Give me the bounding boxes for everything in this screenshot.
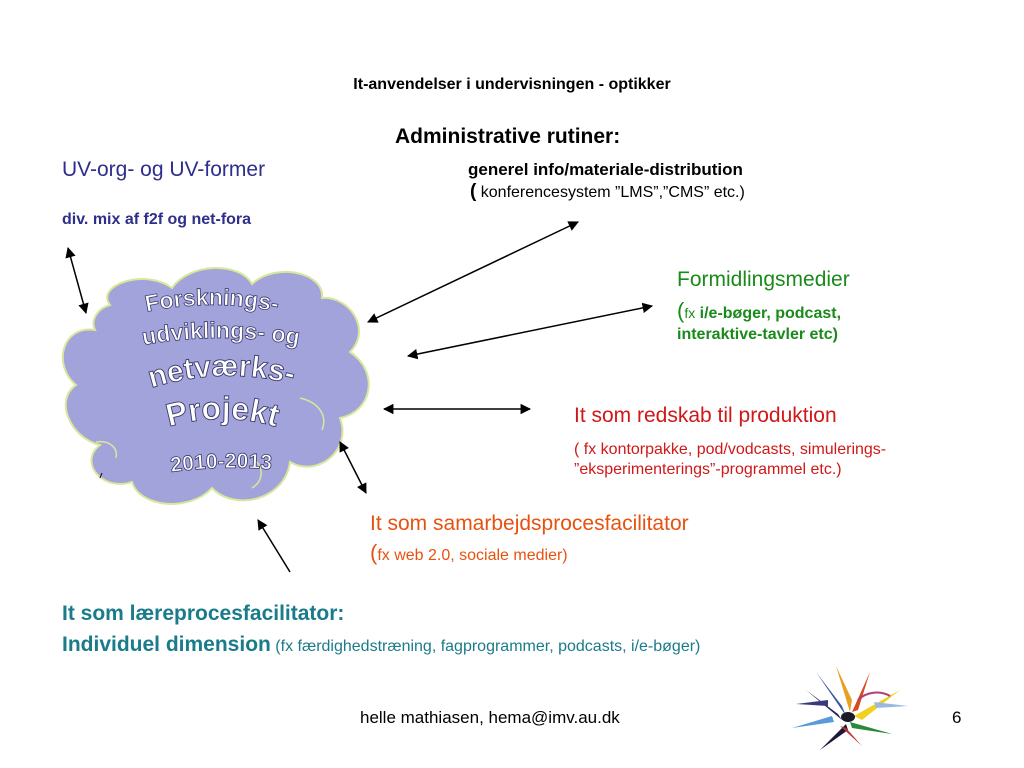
arrow-samarbejd (340, 442, 366, 493)
cloud-text-line3: netværks- (144, 349, 299, 395)
admin-description: generel info/materiale-distribution (468, 160, 743, 179)
redskab-heading: It som redskab til produktion (574, 404, 837, 427)
redskab-examples-cont: ”eksperimenterings”-programmel etc.) (574, 461, 842, 478)
formidling-examples-cont: interaktive-tavler etc) (677, 326, 838, 343)
page-number: 6 (952, 708, 962, 727)
uv-subtext: div. mix af f2f og net-fora (62, 211, 252, 228)
open-paren: ( (470, 181, 477, 202)
samarbejd-heading: It som samarbejdsprocesfacilitator (370, 512, 689, 535)
bird-logo (792, 666, 908, 750)
open-paren: ( (677, 298, 685, 323)
page-title: It-anvendelser i undervisningen - optikker (353, 76, 671, 93)
laere-dimension (62, 633, 700, 657)
formidling-examples-text: i/e-bøger, podcast, (695, 305, 842, 322)
uv-heading: UV-org- og UV-former (62, 158, 266, 181)
laere-heading: It som læreprocesfacilitator: (62, 602, 345, 625)
samarbejd-examples (370, 540, 568, 566)
admin-examples-text: konferencesystem ”LMS”,”CMS” etc.) (476, 184, 745, 201)
admin-heading: Administrative rutiner: (395, 125, 621, 148)
admin-examples (470, 181, 745, 203)
open-paren: ( (370, 540, 378, 565)
formidling-heading: Formidlingsmedier (677, 268, 850, 291)
cloud-text-line2: udviklings- og (139, 316, 302, 351)
arrow-formidling (408, 306, 652, 356)
redskab-examples: ( fx kontorpakke, pod/vodcasts, simulerings- (574, 441, 887, 458)
samarbejd-examples-text: fx web 2.0, sociale medier) (377, 547, 568, 564)
formidling-examples (677, 298, 841, 324)
arrow-uv (68, 248, 86, 313)
fx-label: fx (684, 305, 696, 321)
arrow-laere (258, 520, 290, 572)
arrow-admin (368, 222, 578, 322)
laere-dimension-label: Individuel dimension (62, 633, 271, 656)
laere-dimension-examples: (fx færdighedstræning, fagprogrammer, podcasts, i/e-bøger) (270, 638, 701, 655)
project-cloud (63, 268, 369, 504)
cloud-text-line1: Forsknings- (142, 283, 282, 317)
footer-author: helle mathiasen, hema@imv.au.dk (360, 708, 620, 727)
cloud-text-line4: Projekt (162, 389, 284, 434)
cloud-text-line5: 2010-2013 (169, 449, 273, 478)
